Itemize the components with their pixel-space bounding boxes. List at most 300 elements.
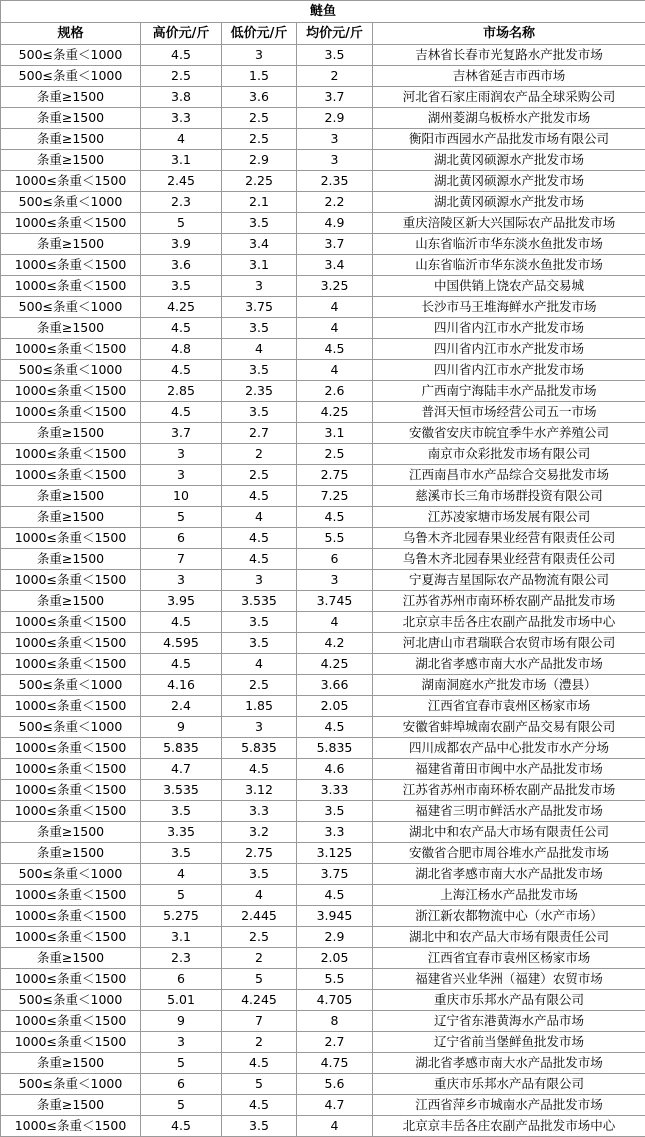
low-price-cell: 2.5 xyxy=(222,108,297,129)
high-price-cell: 4.5 xyxy=(141,45,222,66)
avg-price-cell: 2.7 xyxy=(297,1032,373,1053)
low-price-cell: 2.75 xyxy=(222,843,297,864)
low-price-cell: 1.5 xyxy=(222,66,297,87)
market-name-cell: 河北唐山市君瑞联合农贸市场有限公司 xyxy=(373,633,645,654)
table-row xyxy=(1,1011,645,1032)
market-name-cell: 湖北中和农产品大市场有限责任公司 xyxy=(373,822,645,843)
table-row xyxy=(1,1116,645,1137)
avg-price-cell: 4.705 xyxy=(297,990,373,1011)
high-price-cell: 5.835 xyxy=(141,738,222,759)
avg-price-cell: 2.35 xyxy=(297,171,373,192)
avg-price-cell: 5.5 xyxy=(297,528,373,549)
avg-price-cell: 6 xyxy=(297,549,373,570)
low-price-cell: 4.5 xyxy=(222,1095,297,1116)
table-row xyxy=(1,717,645,738)
high-price-cell: 3.5 xyxy=(141,801,222,822)
spec-cell: 条重≥1500 xyxy=(1,234,141,255)
market-name-cell: 安徽省安庆市皖宜季牛水产养殖公司 xyxy=(373,423,645,444)
market-name-cell: 江西省萍乡市城南水产品批发市场 xyxy=(373,1095,645,1116)
market-name-cell: 湖州菱湖乌板桥水产批发市场 xyxy=(373,108,645,129)
table-row xyxy=(1,318,645,339)
table-row xyxy=(1,339,645,360)
avg-price-cell: 2.9 xyxy=(297,108,373,129)
avg-price-cell: 3.33 xyxy=(297,780,373,801)
spec-cell: 条重≥1500 xyxy=(1,150,141,171)
table-row xyxy=(1,633,645,654)
market-name-cell: 四川省内江市水产批发市场 xyxy=(373,339,645,360)
low-price-cell: 2.5 xyxy=(222,129,297,150)
high-price-cell: 3.35 xyxy=(141,822,222,843)
low-price-cell: 3.1 xyxy=(222,255,297,276)
high-price-cell: 2.5 xyxy=(141,66,222,87)
table-row xyxy=(1,801,645,822)
table-row xyxy=(1,864,645,885)
column-header-high-price: 高价元/斤 xyxy=(141,23,222,45)
spec-cell: 500≤条重＜1000 xyxy=(1,990,141,1011)
spec-cell: 500≤条重＜1000 xyxy=(1,297,141,318)
market-name-cell: 吉林省延吉市西市场 xyxy=(373,66,645,87)
high-price-cell: 3.1 xyxy=(141,150,222,171)
high-price-cell: 3.9 xyxy=(141,234,222,255)
spec-cell: 1000≤条重＜1500 xyxy=(1,612,141,633)
avg-price-cell: 2 xyxy=(297,66,373,87)
spec-cell: 500≤条重＜1000 xyxy=(1,45,141,66)
low-price-cell: 4.245 xyxy=(222,990,297,1011)
spec-cell: 条重≥1500 xyxy=(1,591,141,612)
high-price-cell: 3.7 xyxy=(141,423,222,444)
avg-price-cell: 4.25 xyxy=(297,402,373,423)
table-row xyxy=(1,1032,645,1053)
table-row xyxy=(1,843,645,864)
avg-price-cell: 8 xyxy=(297,1011,373,1032)
table-row xyxy=(1,402,645,423)
high-price-cell: 4.5 xyxy=(141,1116,222,1137)
high-price-cell: 3.535 xyxy=(141,780,222,801)
avg-price-cell: 3.4 xyxy=(297,255,373,276)
avg-price-cell: 3.5 xyxy=(297,801,373,822)
column-header-spec: 规格 xyxy=(1,23,141,45)
low-price-cell: 2.445 xyxy=(222,906,297,927)
table-row xyxy=(1,45,645,66)
table-row xyxy=(1,1074,645,1095)
avg-price-cell: 4.75 xyxy=(297,1053,373,1074)
table-row xyxy=(1,171,645,192)
spec-cell: 1000≤条重＜1500 xyxy=(1,276,141,297)
avg-price-cell: 2.5 xyxy=(297,444,373,465)
table-row xyxy=(1,66,645,87)
low-price-cell: 4 xyxy=(222,885,297,906)
spec-cell: 条重≥1500 xyxy=(1,486,141,507)
table-row xyxy=(1,906,645,927)
avg-price-cell: 3.125 xyxy=(297,843,373,864)
low-price-cell: 4 xyxy=(222,339,297,360)
spec-cell: 条重≥1500 xyxy=(1,549,141,570)
high-price-cell: 4.595 xyxy=(141,633,222,654)
spec-cell: 500≤条重＜1000 xyxy=(1,675,141,696)
market-name-cell: 江苏凌家塘市场发展有限公司 xyxy=(373,507,645,528)
spec-cell: 1000≤条重＜1500 xyxy=(1,528,141,549)
spec-cell: 1000≤条重＜1500 xyxy=(1,906,141,927)
high-price-cell: 4 xyxy=(141,864,222,885)
low-price-cell: 3.5 xyxy=(222,318,297,339)
table-row xyxy=(1,297,645,318)
spec-cell: 500≤条重＜1000 xyxy=(1,1074,141,1095)
spec-cell: 条重≥1500 xyxy=(1,1053,141,1074)
low-price-cell: 3.5 xyxy=(222,864,297,885)
high-price-cell: 9 xyxy=(141,1011,222,1032)
high-price-cell: 3 xyxy=(141,444,222,465)
high-price-cell: 7 xyxy=(141,549,222,570)
avg-price-cell: 3.5 xyxy=(297,45,373,66)
high-price-cell: 2.45 xyxy=(141,171,222,192)
low-price-cell: 3 xyxy=(222,717,297,738)
low-price-cell: 3.5 xyxy=(222,612,297,633)
high-price-cell: 3.5 xyxy=(141,843,222,864)
low-price-cell: 3 xyxy=(222,45,297,66)
market-name-cell: 福建省三明市鲜活水产品批发市场 xyxy=(373,801,645,822)
market-name-cell: 江西省宜春市袁州区杨家市场 xyxy=(373,948,645,969)
high-price-cell: 4 xyxy=(141,129,222,150)
high-price-cell: 10 xyxy=(141,486,222,507)
table-row xyxy=(1,276,645,297)
high-price-cell: 4.5 xyxy=(141,402,222,423)
market-name-cell: 江苏省苏州市南环桥农副产品批发市场 xyxy=(373,591,645,612)
high-price-cell: 4.5 xyxy=(141,612,222,633)
spec-cell: 条重≥1500 xyxy=(1,108,141,129)
high-price-cell: 6 xyxy=(141,969,222,990)
avg-price-cell: 3.1 xyxy=(297,423,373,444)
low-price-cell: 3.5 xyxy=(222,213,297,234)
low-price-cell: 3.6 xyxy=(222,87,297,108)
market-name-cell: 福建省莆田市闽中水产品批发市场 xyxy=(373,759,645,780)
spec-cell: 条重≥1500 xyxy=(1,507,141,528)
low-price-cell: 4.5 xyxy=(222,1053,297,1074)
avg-price-cell: 4 xyxy=(297,318,373,339)
avg-price-cell: 3 xyxy=(297,129,373,150)
avg-price-cell: 4 xyxy=(297,612,373,633)
high-price-cell: 3 xyxy=(141,1032,222,1053)
spec-cell: 1000≤条重＜1500 xyxy=(1,696,141,717)
market-name-cell: 衡阳市西园水产品批发市场有限公司 xyxy=(373,129,645,150)
market-name-cell: 安徽省蚌埠城南农副产品交易有限公司 xyxy=(373,717,645,738)
avg-price-cell: 4 xyxy=(297,360,373,381)
table-row xyxy=(1,549,645,570)
low-price-cell: 4.5 xyxy=(222,549,297,570)
table-row xyxy=(1,738,645,759)
table-row xyxy=(1,444,645,465)
high-price-cell: 3.8 xyxy=(141,87,222,108)
low-price-cell: 3 xyxy=(222,570,297,591)
low-price-cell: 3.75 xyxy=(222,297,297,318)
avg-price-cell: 3.745 xyxy=(297,591,373,612)
high-price-cell: 4.16 xyxy=(141,675,222,696)
avg-price-cell: 2.2 xyxy=(297,192,373,213)
table-row xyxy=(1,1095,645,1116)
low-price-cell: 3.3 xyxy=(222,801,297,822)
market-name-cell: 湖北省孝感市南大水产品批发市场 xyxy=(373,654,645,675)
market-name-cell: 长沙市马王堆海鲜水产批发市场 xyxy=(373,297,645,318)
high-price-cell: 2.85 xyxy=(141,381,222,402)
market-name-cell: 辽宁省东港黄海水产品市场 xyxy=(373,1011,645,1032)
high-price-cell: 3.3 xyxy=(141,108,222,129)
market-name-cell: 江西南昌市水产品综合交易批发市场 xyxy=(373,465,645,486)
table-row xyxy=(1,654,645,675)
table-row xyxy=(1,192,645,213)
avg-price-cell: 2.05 xyxy=(297,696,373,717)
avg-price-cell: 3 xyxy=(297,570,373,591)
table-row xyxy=(1,570,645,591)
market-name-cell: 山东省临沂市华东淡水鱼批发市场 xyxy=(373,255,645,276)
market-name-cell: 上海江杨水产品批发市场 xyxy=(373,885,645,906)
market-name-cell: 慈溪市长三角市场群投资有限公司 xyxy=(373,486,645,507)
table-row xyxy=(1,213,645,234)
spec-cell: 500≤条重＜1000 xyxy=(1,66,141,87)
spec-cell: 1000≤条重＜1500 xyxy=(1,927,141,948)
market-name-cell: 江苏省苏州市南环桥农副产品批发市场 xyxy=(373,780,645,801)
spec-cell: 1000≤条重＜1500 xyxy=(1,738,141,759)
spec-cell: 条重≥1500 xyxy=(1,822,141,843)
high-price-cell: 3.95 xyxy=(141,591,222,612)
avg-price-cell: 2.05 xyxy=(297,948,373,969)
spec-cell: 条重≥1500 xyxy=(1,843,141,864)
high-price-cell: 4.7 xyxy=(141,759,222,780)
high-price-cell: 9 xyxy=(141,717,222,738)
title-row xyxy=(1,1,645,23)
spec-cell: 1000≤条重＜1500 xyxy=(1,402,141,423)
table-row xyxy=(1,507,645,528)
market-name-cell: 重庆市乐邦水产品有限公司 xyxy=(373,1074,645,1095)
low-price-cell: 3.5 xyxy=(222,633,297,654)
spec-cell: 条重≥1500 xyxy=(1,129,141,150)
table-row xyxy=(1,360,645,381)
low-price-cell: 2.9 xyxy=(222,150,297,171)
table-row xyxy=(1,486,645,507)
table-row xyxy=(1,87,645,108)
avg-price-cell: 2.6 xyxy=(297,381,373,402)
table-row xyxy=(1,129,645,150)
high-price-cell: 3.1 xyxy=(141,927,222,948)
table-row xyxy=(1,234,645,255)
market-name-cell: 北京京丰岳各庄农副产品批发市场中心 xyxy=(373,612,645,633)
spec-cell: 1000≤条重＜1500 xyxy=(1,339,141,360)
table-row xyxy=(1,108,645,129)
low-price-cell: 2.25 xyxy=(222,171,297,192)
spec-cell: 1000≤条重＜1500 xyxy=(1,570,141,591)
spec-cell: 1000≤条重＜1500 xyxy=(1,633,141,654)
table-row xyxy=(1,528,645,549)
market-name-cell: 重庆涪陵区新大兴国际农产品批发市场 xyxy=(373,213,645,234)
low-price-cell: 2.5 xyxy=(222,465,297,486)
low-price-cell: 2 xyxy=(222,444,297,465)
table-row xyxy=(1,381,645,402)
table-row xyxy=(1,780,645,801)
high-price-cell: 4.5 xyxy=(141,654,222,675)
market-name-cell: 湖北省孝感市南大水产品批发市场 xyxy=(373,1053,645,1074)
high-price-cell: 5 xyxy=(141,1095,222,1116)
spec-cell: 500≤条重＜1000 xyxy=(1,717,141,738)
spec-cell: 条重≥1500 xyxy=(1,948,141,969)
high-price-cell: 3 xyxy=(141,570,222,591)
low-price-cell: 3.5 xyxy=(222,402,297,423)
spec-cell: 1000≤条重＜1500 xyxy=(1,1032,141,1053)
avg-price-cell: 3.7 xyxy=(297,87,373,108)
avg-price-cell: 5.6 xyxy=(297,1074,373,1095)
spec-cell: 1000≤条重＜1500 xyxy=(1,759,141,780)
low-price-cell: 4.5 xyxy=(222,486,297,507)
table-row xyxy=(1,990,645,1011)
high-price-cell: 3 xyxy=(141,465,222,486)
avg-price-cell: 3.7 xyxy=(297,234,373,255)
high-price-cell: 5 xyxy=(141,1053,222,1074)
market-name-cell: 辽宁省前当堡鲜鱼批发市场 xyxy=(373,1032,645,1053)
market-name-cell: 普洱天恒市场经营公司五一市场 xyxy=(373,402,645,423)
low-price-cell: 5.835 xyxy=(222,738,297,759)
low-price-cell: 2.5 xyxy=(222,675,297,696)
table-title: 鲢鱼 xyxy=(1,1,645,23)
column-header-avg-price: 均价元/斤 xyxy=(297,23,373,45)
avg-price-cell: 5.5 xyxy=(297,969,373,990)
market-name-cell: 湖北黄冈硕源水产批发市场 xyxy=(373,150,645,171)
avg-price-cell: 3.66 xyxy=(297,675,373,696)
avg-price-cell: 3.3 xyxy=(297,822,373,843)
low-price-cell: 4.5 xyxy=(222,528,297,549)
low-price-cell: 2 xyxy=(222,948,297,969)
high-price-cell: 6 xyxy=(141,1074,222,1095)
column-header-market-name: 市场名称 xyxy=(373,23,645,45)
table-row xyxy=(1,255,645,276)
spec-cell: 条重≥1500 xyxy=(1,423,141,444)
low-price-cell: 3.5 xyxy=(222,1116,297,1137)
table-row xyxy=(1,696,645,717)
avg-price-cell: 4.5 xyxy=(297,717,373,738)
table-row xyxy=(1,423,645,444)
avg-price-cell: 3.25 xyxy=(297,276,373,297)
market-name-cell: 安徽省合肥市周谷堆水产品批发市场 xyxy=(373,843,645,864)
low-price-cell: 2.1 xyxy=(222,192,297,213)
header-row xyxy=(1,23,645,45)
avg-price-cell: 4.7 xyxy=(297,1095,373,1116)
low-price-cell: 5 xyxy=(222,1074,297,1095)
table-row xyxy=(1,759,645,780)
table-row xyxy=(1,591,645,612)
avg-price-cell: 2.9 xyxy=(297,927,373,948)
low-price-cell: 2.5 xyxy=(222,927,297,948)
market-name-cell: 乌鲁木齐北园春果业经营有限责任公司 xyxy=(373,528,645,549)
spec-cell: 1000≤条重＜1500 xyxy=(1,780,141,801)
spec-cell: 条重≥1500 xyxy=(1,318,141,339)
market-name-cell: 四川成都农产品中心批发市水产分场 xyxy=(373,738,645,759)
high-price-cell: 6 xyxy=(141,528,222,549)
avg-price-cell: 5.835 xyxy=(297,738,373,759)
table-row xyxy=(1,948,645,969)
spec-cell: 条重≥1500 xyxy=(1,1095,141,1116)
market-name-cell: 四川省内江市水产批发市场 xyxy=(373,360,645,381)
spec-cell: 1000≤条重＜1500 xyxy=(1,654,141,675)
spec-cell: 1000≤条重＜1500 xyxy=(1,969,141,990)
spec-cell: 1000≤条重＜1500 xyxy=(1,1011,141,1032)
market-name-cell: 湖南洞庭水产批发市场（澧县） xyxy=(373,675,645,696)
table-row xyxy=(1,927,645,948)
low-price-cell: 5 xyxy=(222,969,297,990)
high-price-cell: 5 xyxy=(141,885,222,906)
low-price-cell: 2.7 xyxy=(222,423,297,444)
market-name-cell: 宁夏海吉星国际农产品物流有限公司 xyxy=(373,570,645,591)
avg-price-cell: 4.5 xyxy=(297,339,373,360)
high-price-cell: 4.5 xyxy=(141,318,222,339)
table-row xyxy=(1,612,645,633)
market-name-cell: 南京市众彩批发市场有限公司 xyxy=(373,444,645,465)
avg-price-cell: 4.5 xyxy=(297,507,373,528)
low-price-cell: 1.85 xyxy=(222,696,297,717)
avg-price-cell: 3.75 xyxy=(297,864,373,885)
high-price-cell: 5.275 xyxy=(141,906,222,927)
column-header-low-price: 低价元/斤 xyxy=(222,23,297,45)
table-row xyxy=(1,150,645,171)
spec-cell: 500≤条重＜1000 xyxy=(1,360,141,381)
spec-cell: 500≤条重＜1000 xyxy=(1,192,141,213)
spec-cell: 1000≤条重＜1500 xyxy=(1,171,141,192)
avg-price-cell: 2.75 xyxy=(297,465,373,486)
avg-price-cell: 4.5 xyxy=(297,885,373,906)
avg-price-cell: 4.2 xyxy=(297,633,373,654)
market-name-cell: 浙江新农都物流中心（水产市场） xyxy=(373,906,645,927)
avg-price-cell: 4.9 xyxy=(297,213,373,234)
spec-cell: 1000≤条重＜1500 xyxy=(1,381,141,402)
avg-price-cell: 7.25 xyxy=(297,486,373,507)
spec-cell: 1000≤条重＜1500 xyxy=(1,213,141,234)
high-price-cell: 5.01 xyxy=(141,990,222,1011)
high-price-cell: 2.4 xyxy=(141,696,222,717)
spec-cell: 1000≤条重＜1500 xyxy=(1,801,141,822)
low-price-cell: 3.5 xyxy=(222,360,297,381)
avg-price-cell: 4 xyxy=(297,1116,373,1137)
market-name-cell: 湖北黄冈硕源水产批发市场 xyxy=(373,171,645,192)
low-price-cell: 3.4 xyxy=(222,234,297,255)
market-name-cell: 湖北省孝感市南大水产品批发市场 xyxy=(373,864,645,885)
table-row xyxy=(1,822,645,843)
table-row xyxy=(1,885,645,906)
spec-cell: 1000≤条重＜1500 xyxy=(1,465,141,486)
table-body xyxy=(1,45,645,1137)
avg-price-cell: 4.6 xyxy=(297,759,373,780)
market-name-cell: 乌鲁木齐北园春果业经营有限责任公司 xyxy=(373,549,645,570)
market-name-cell: 四川省内江市水产批发市场 xyxy=(373,318,645,339)
table-row xyxy=(1,675,645,696)
low-price-cell: 4 xyxy=(222,507,297,528)
market-name-cell: 山东省临沂市华东淡水鱼批发市场 xyxy=(373,234,645,255)
high-price-cell: 5 xyxy=(141,507,222,528)
low-price-cell: 2.35 xyxy=(222,381,297,402)
market-name-cell: 福建省兴业华洲（福建）农贸市场 xyxy=(373,969,645,990)
high-price-cell: 5 xyxy=(141,213,222,234)
avg-price-cell: 4 xyxy=(297,297,373,318)
high-price-cell: 4.5 xyxy=(141,360,222,381)
market-name-cell: 河北省石家庄雨润农产品全球采购公司 xyxy=(373,87,645,108)
high-price-cell: 2.3 xyxy=(141,192,222,213)
spec-cell: 条重≥1500 xyxy=(1,87,141,108)
low-price-cell: 7 xyxy=(222,1011,297,1032)
high-price-cell: 3.6 xyxy=(141,255,222,276)
market-name-cell: 湖北中和农产品大市场有限责任公司 xyxy=(373,927,645,948)
table-row xyxy=(1,1053,645,1074)
table-row xyxy=(1,465,645,486)
market-name-cell: 中国供销上饶农产品交易城 xyxy=(373,276,645,297)
market-name-cell: 广西南宁海陆丰水产品批发市场 xyxy=(373,381,645,402)
low-price-cell: 3.535 xyxy=(222,591,297,612)
low-price-cell: 3.12 xyxy=(222,780,297,801)
low-price-cell: 4.5 xyxy=(222,759,297,780)
spec-cell: 1000≤条重＜1500 xyxy=(1,444,141,465)
